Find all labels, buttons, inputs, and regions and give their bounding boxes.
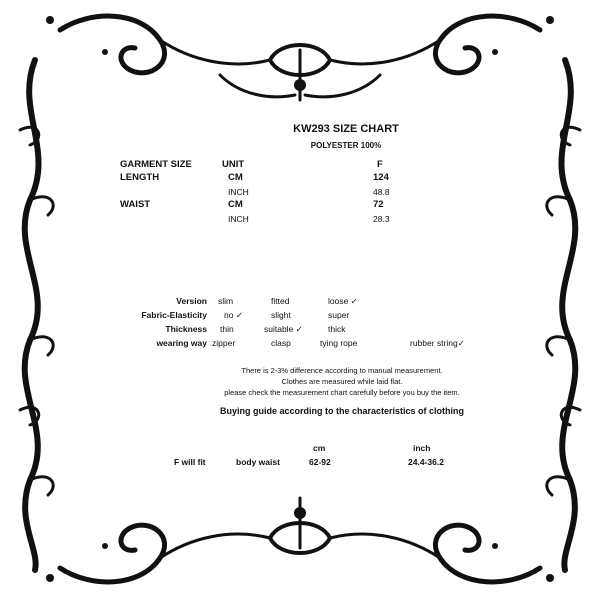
row-waist-cm: 72: [373, 199, 384, 210]
attr-thickness-opt-suitable: suitable ✓: [264, 324, 303, 334]
attr-elasticity-opt-slight: slight: [271, 310, 291, 320]
row-waist-label: WAIST: [120, 199, 151, 210]
attr-thickness-opt-thin: thin: [220, 324, 234, 334]
attr-wearing-opt-clasp: clasp: [271, 338, 291, 348]
note-difference: There is 2-3% difference according to manual measurement.: [241, 366, 443, 375]
attr-elasticity-opt-no: no ✓: [224, 310, 243, 320]
row-length-unit-inch: INCH: [228, 187, 249, 197]
chart-title: KW293 SIZE CHART: [293, 123, 399, 135]
attr-wearing-opt-rubber-string: rubber string✓: [410, 338, 465, 348]
attr-elasticity-label: Fabric-Elasticity: [141, 310, 207, 320]
row-length-label: LENGTH: [120, 172, 160, 183]
guide-row-inch: 24.4-36.2: [408, 457, 444, 467]
attr-wearing-opt-zipper: zipper: [212, 338, 236, 348]
guide-title: Buying guide according to the characteristics of clothing: [219, 406, 465, 416]
attr-version-opt-slim: slim: [218, 296, 234, 306]
header-unit: UNIT: [222, 159, 245, 170]
left-vine: [25, 60, 39, 570]
attr-version-opt-loose: loose ✓: [328, 296, 358, 306]
row-length-inch: 48.8: [373, 187, 390, 197]
note-laid-flat: Clothes are measured while laid flat.: [281, 377, 403, 386]
row-waist-inch: 28.3: [373, 214, 390, 224]
note-check-chart: please check the measurement chart carefully before you buy the item.: [224, 388, 460, 397]
attr-version-opt-fitted: fitted: [271, 296, 290, 306]
row-length-cm: 124: [373, 172, 389, 183]
guide-row-part: body waist: [236, 457, 280, 467]
material-label: POLYESTER 100%: [310, 141, 382, 150]
guide-row-label: F will fit: [174, 457, 206, 467]
header-garment-size: GARMENT SIZE: [120, 159, 192, 170]
attr-wearing-opt-tying-rope: tying rope: [320, 338, 358, 348]
row-waist-unit-inch: INCH: [228, 214, 249, 224]
attr-elasticity-opt-super: super: [328, 310, 350, 320]
right-vine: [561, 60, 575, 570]
top-right-scroll: [435, 16, 540, 73]
row-waist-unit-cm: CM: [228, 199, 243, 210]
guide-col-inch: inch: [413, 443, 431, 453]
attr-version-label: Version: [176, 296, 207, 306]
row-length-unit-cm: CM: [228, 172, 243, 183]
attr-wearing-way-label: wearing way: [156, 338, 207, 348]
attr-thickness-opt-thick: thick: [328, 324, 346, 334]
guide-row-cm: 62-92: [309, 457, 331, 467]
header-size-f: F: [377, 159, 383, 170]
bottom-right-scroll: [435, 525, 540, 582]
top-left-scroll: [60, 16, 165, 73]
bottom-left-scroll: [60, 525, 165, 582]
guide-col-cm: cm: [313, 443, 326, 453]
attr-thickness-label: Thickness: [165, 324, 207, 334]
